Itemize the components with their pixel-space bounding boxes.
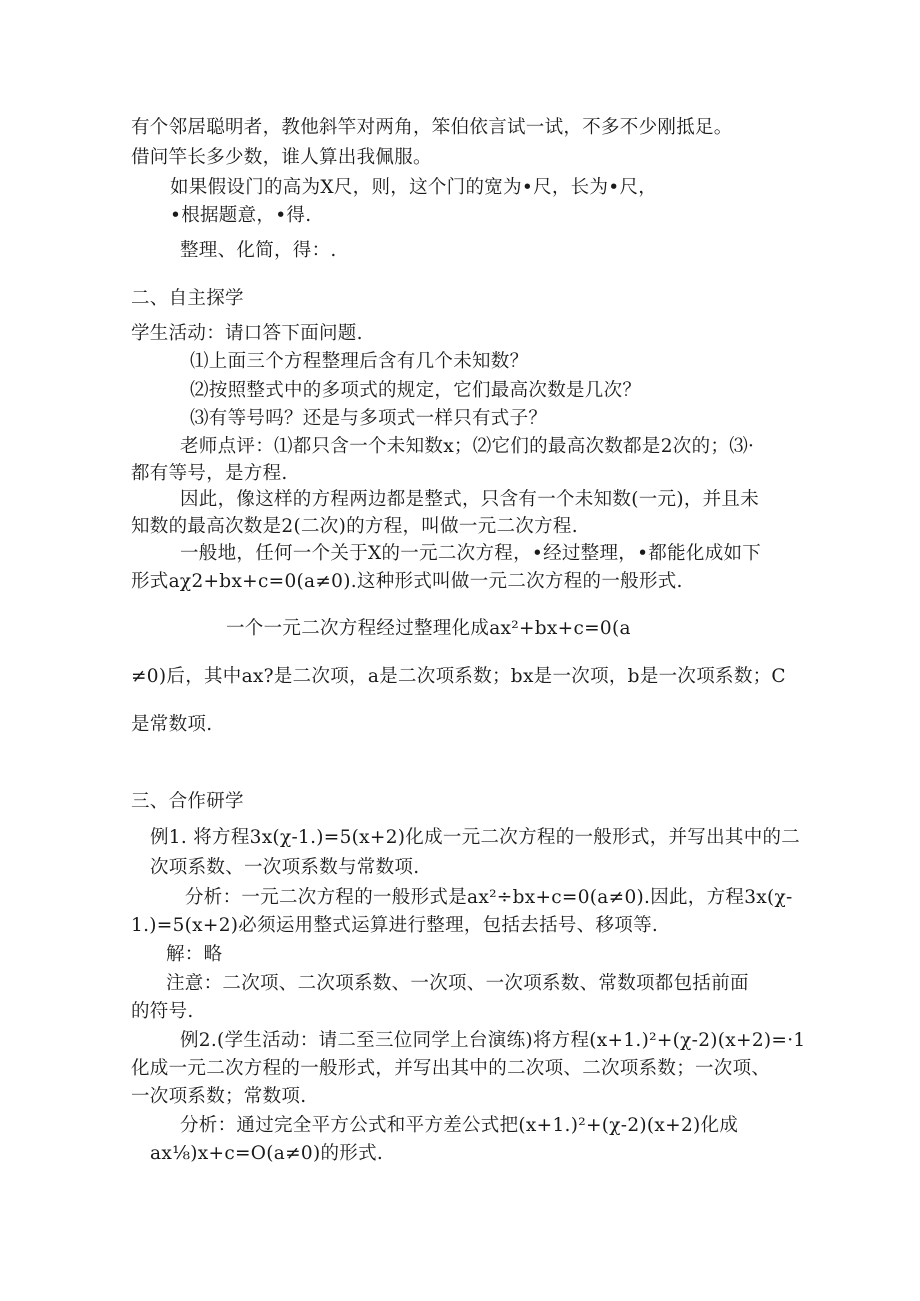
definition-line: ≠0)后，其中ax?是二次项，a是二次项系数；bx是一次项，b是一次项系数；C [131,666,786,687]
analysis-line: ax⅛)x+c=O(a≠0)的形式. [150,1143,384,1164]
question-item: ⑶有等号吗？还是与多项式一样只有式子？ [190,408,548,429]
section-heading: 二、自主探学 [131,288,244,309]
example-line: 次项系数、一次项系数与常数项. [150,857,420,878]
text-line: 知数的最高次数是2(二次)的方程，叫做一元二次方程. [131,516,578,537]
example-line: 化成一元二次方程的一般形式，并写出其中的二次项、二次项系数；一次项、 [131,1058,771,1079]
text-line: 都有等号，是方程. [131,463,288,484]
text-line: 学生活动：请口答下面问题. [131,323,363,344]
definition-line: 是常数项. [131,714,213,735]
question-item: ⑵按照整式中的多项式的规定，它们最高次数是几次？ [190,380,642,401]
example-line: 例2.(学生活动：请二至三位同学上台演练)将方程(x+1.)²+(χ-2)(x+2)=·1 [180,1030,806,1051]
text-line: 借问竿长多少数，谁人算出我佩服。 [131,147,432,168]
analysis-line: 分析：一元二次方程的一般形式是ax²÷bx+c=0(a≠0).因此，方程3x(χ- [185,887,793,908]
text-line: 形式aχ2+bx+c=0(a≠0).这种形式叫做一元二次方程的一般形式. [131,571,683,592]
text-line: 如果假设门的高为X尺，则，这个门的宽为•尺，长为•尺， [170,177,658,198]
note-line: 注意：二次项、二次项系数、一次项、一次项系数、常数项都包括前面 [166,973,749,994]
example-line: 例1. 将方程3x(χ-1.)=5(x+2)化成一元二次方程的一般形式，并写出其中的二 [150,827,801,848]
definition-line: 一个一元二次方程经过整理化成ax²+bx+c=0(a [226,618,631,639]
text-line: •根据题意，•得. [170,205,312,226]
text-line: 老师点评：⑴都只含一个未知数x；⑵它们的最高次数都是2次的；⑶· [180,436,755,457]
text-line: 整理、化简，得：. [180,240,337,261]
solution-line: 解：略 [166,944,223,965]
analysis-line: 1.)=5(x+2)必须运用整式运算进行整理，包括去括号、移项等. [131,915,659,936]
section-heading: 三、合作研学 [131,791,244,812]
analysis-line: 分析：通过完全平方公式和平方差公式把(x+1.)²+(χ-2)(x+2)化成 [180,1115,739,1136]
text-line: 因此，像这样的方程两边都是整式，只含有一个未知数(一元)，并且未 [180,489,760,510]
example-line: 一次项系数；常数项. [131,1086,307,1107]
text-line: 一般地，任何一个关于X的一元二次方程，•经过整理，•都能化成如下 [180,543,762,564]
note-line: 的符号. [131,1001,194,1022]
question-item: ⑴上面三个方程整理后含有几个未知数？ [190,351,529,372]
text-line: 有个邻居聪明者，教他斜竿对两角，笨伯依言试一试，不多不少刚抵足。 [131,117,733,138]
